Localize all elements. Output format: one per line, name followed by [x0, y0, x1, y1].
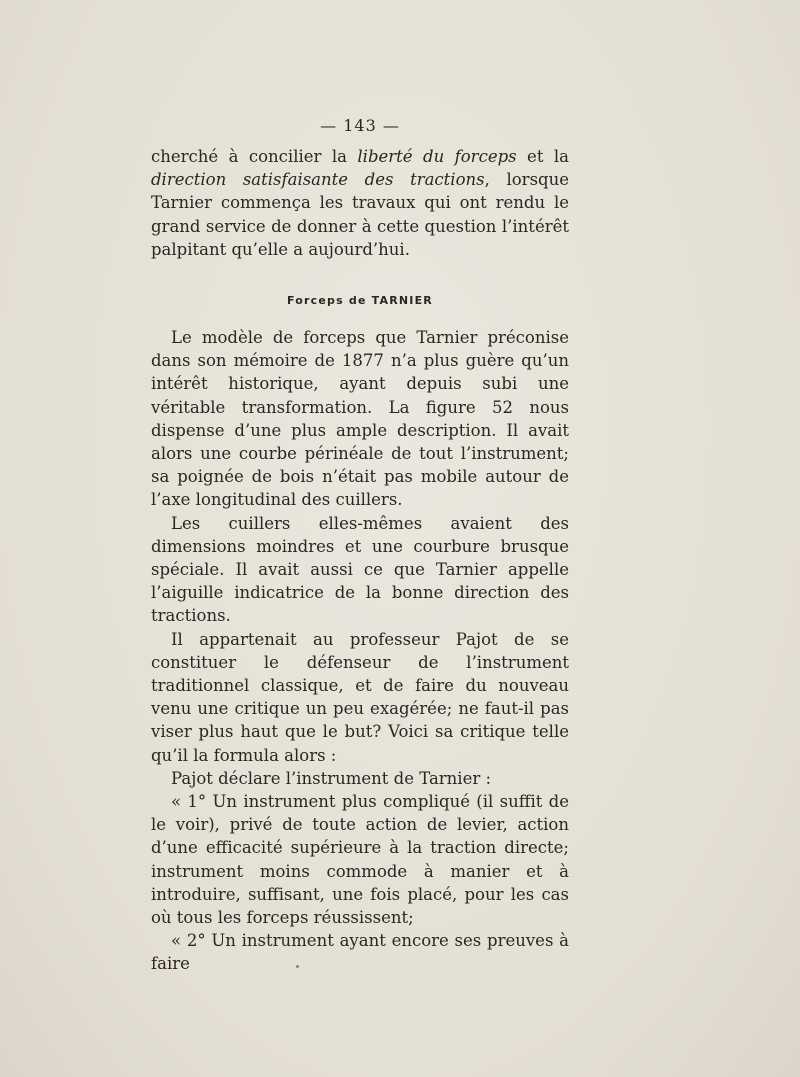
section-heading: Forceps de TARNIER — [287, 294, 433, 307]
paragraph-text: , lorsque Tarnier commença les travaux qui ont rendu le grand service de donner à cette question l’intérêt palpitant qu’elle a aujourd’hui. — [151, 170, 569, 259]
paragraph: Les cuillers elles-mêmes avaient des dimensions moindres et une courbure brusque spéciale. Il avait aussi ce que Tarnier appelle l’aiguille indicatrice de la bonne direction des tractions. — [151, 513, 569, 626]
quote-paragraph: « 1° Un instrument plus compliqué (il suffit de le voir), privé de toute action de levier, action d’une efficacité supérieure à la traction directe; instrument moins commode à manier et à introduire, suffisant, une fois placé, pour les cas où tous les forceps réussissent; — [151, 792, 569, 928]
paragraph: Il appartenait au professeur Pajot de se constituer le défenseur de l’instrument traditionnel classique, et de faire du nouveau venu une critique un peu exagérée; ne faut-il pas viser plus haut que le but? Voici sa critique telle qu’il la formula alors : — [151, 629, 569, 765]
text-block-top — [151, 145, 569, 261]
quote-paragraph: « 2° Un instrument ayant encore ses preuves à faire — [151, 931, 569, 974]
text-block-main — [151, 326, 569, 976]
paragraph-text: et la — [516, 147, 570, 166]
page-number: — 143 — — [320, 116, 400, 135]
paragraph: Pajot déclare l’instrument de Tarnier : — [171, 768, 492, 788]
paragraph: Le modèle de forceps que Tarnier préconise dans son mémoire de 1877 n’a plus guère qu’un intérêt historique, ayant depuis subi une véritable transformation. La figure 52 nous dispense d’une plus ample description. Il avait alors une courbe périnéale de tout l’instrument; sa poignée de bois n’était pas mobile autour de l’axe longitudinal des cuillers. — [151, 328, 569, 510]
paper-speck — [296, 965, 299, 968]
italic-phrase: direction satisfaisante des tractions — [151, 170, 485, 190]
paragraph-continuation — [151, 145, 569, 261]
italic-phrase: liberté du forceps — [357, 147, 517, 166]
paragraph-text: cherché à concilier la — [151, 147, 358, 166]
